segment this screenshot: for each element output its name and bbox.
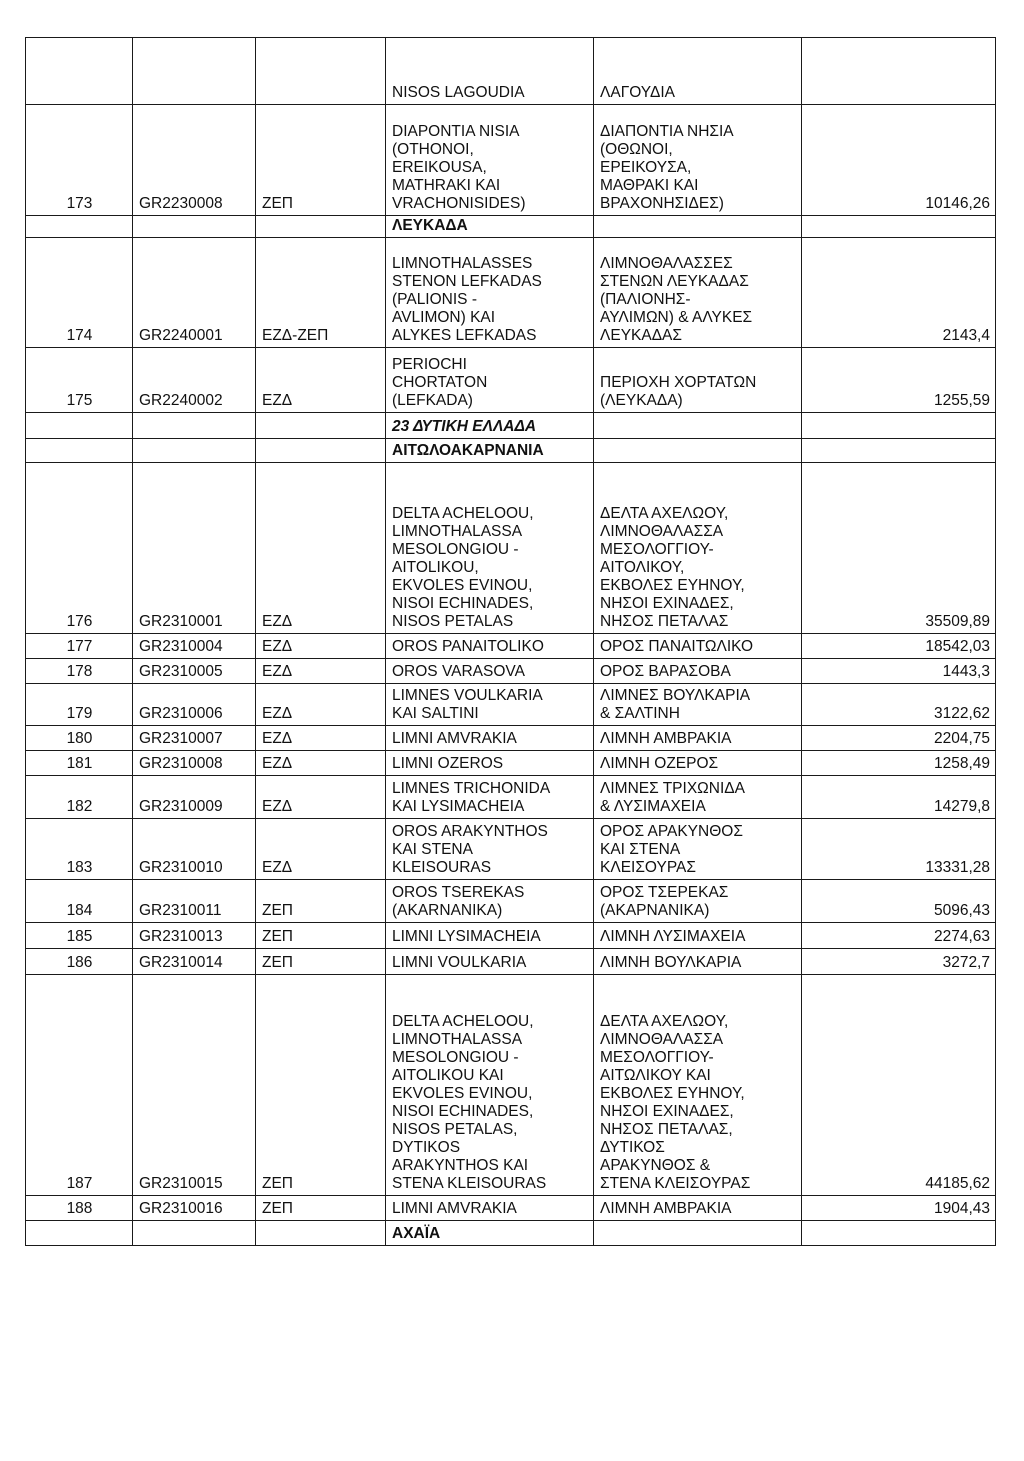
site-area: 1258,49: [802, 751, 996, 776]
site-name-latin: OROS PANAITOLIKO: [386, 634, 594, 659]
site-name-latin: OROS ARAKYNTHOS KAI STENA KLEISOURAS: [386, 819, 594, 880]
site-code: GR2230008: [133, 105, 256, 216]
natura-sites-table: [25, 37, 996, 1246]
site-type: ΖΕΠ: [256, 923, 386, 949]
site-code: GR2310004: [133, 634, 256, 659]
table-row: [26, 819, 996, 880]
row-number: 176: [26, 463, 133, 634]
site-code: [133, 38, 256, 105]
row-number: [26, 413, 133, 439]
site-code: GR2310014: [133, 949, 256, 975]
section-heading-row: [26, 216, 996, 238]
site-code: GR2310015: [133, 975, 256, 1196]
site-name-greek: ΛΙΜΝΗ ΛΥΣΙΜΑΧΕΙΑ: [594, 923, 802, 949]
site-name-latin: DIAPONTIA NISIA (OTHONOI, EREIKOUSA, MATHRAKI KAI VRACHONISIDES): [386, 105, 594, 216]
site-area: [802, 439, 996, 463]
site-area: [802, 38, 996, 105]
site-code: GR2310007: [133, 726, 256, 751]
site-name-greek: ΔΕΛΤΑ ΑΧΕΛΩΟΥ, ΛΙΜΝΟΘΑΛΑΣΣΑ ΜΕΣΟΛΟΓΓΙΟΥ- ΑΙΤΟΛΙΚΟΥ, ΕΚΒΟΛΕΣ ΕΥΗΝΟΥ, ΝΗΣΟΙ ΕΧΙΝΑΔΕΣ, ΝΗΣΟΣ ΠΕΤΑΛΑΣ: [594, 463, 802, 634]
site-area: 3122,62: [802, 684, 996, 726]
site-code: GR2310005: [133, 659, 256, 684]
section-heading-row: [26, 1221, 996, 1246]
site-type: [256, 38, 386, 105]
site-type: [256, 1221, 386, 1246]
table-row: [26, 923, 996, 949]
site-name-latin: LIMNOTHALASSES STENON LEFKADAS (PALIONIS - AVLIMON) KAI ALYKES LEFKADAS: [386, 238, 594, 348]
site-name-greek: ΔΕΛΤΑ ΑΧΕΛΩΟΥ, ΛΙΜΝΟΘΑΛΑΣΣΑ ΜΕΣΟΛΟΓΓΙΟΥ- ΑΙΤΩΛΙΚΟΥ ΚΑΙ ΕΚΒΟΛΕΣ ΕΥΗΝΟΥ, ΝΗΣΟΙ ΕΧΙΝΑΔΕΣ, ΝΗΣΟΣ ΠΕΤΑΛΑΣ, ΔΥΤΙΚΟΣ ΑΡΑΚΥΝΘΟΣ & ΣΤΕΝΑ ΚΛΕΙΣΟΥΡΑΣ: [594, 975, 802, 1196]
site-type: [256, 216, 386, 238]
row-number: 173: [26, 105, 133, 216]
site-name-greek: [594, 439, 802, 463]
site-name-greek: [594, 216, 802, 238]
site-type: ΖΕΠ: [256, 1196, 386, 1221]
site-name-latin: DELTA ACHELOOU, LIMNOTHALASSA MESOLONGIOU - AITOLIKOU, EKVOLES EVINOU, NISOI ECHINADES, NISOS PETALAS: [386, 463, 594, 634]
site-name-greek: ΛΙΜΝΟΘΑΛΑΣΣΕΣ ΣΤΕΝΩΝ ΛΕΥΚΑΔΑΣ (ΠΑΛΙΟΝΗΣ- ΑΥΛΙΜΩΝ) & ΑΛΥΚΕΣ ΛΕΥΚΑΔΑΣ: [594, 238, 802, 348]
row-number: 180: [26, 726, 133, 751]
site-code: GR2310006: [133, 684, 256, 726]
table-row: [26, 776, 996, 819]
site-type: [256, 439, 386, 463]
site-area: 2143,4: [802, 238, 996, 348]
section-heading-row: [26, 439, 996, 463]
site-type: ΕΖΔ: [256, 751, 386, 776]
site-code: GR2310016: [133, 1196, 256, 1221]
row-number: 188: [26, 1196, 133, 1221]
site-area: 1904,43: [802, 1196, 996, 1221]
site-code: [133, 1221, 256, 1246]
site-name-latin: LIMNI VOULKARIA: [386, 949, 594, 975]
site-type: ΕΖΔ: [256, 348, 386, 413]
site-type: ΕΖΔ: [256, 684, 386, 726]
table-row: [26, 949, 996, 975]
site-code: [133, 216, 256, 238]
site-name-greek: ΔΙΑΠΟΝΤΙΑ ΝΗΣΙΑ (ΟΘΩΝΟΙ, ΕΡΕΙΚΟΥΣΑ, ΜΑΘΡΑΚΙ ΚΑΙ ΒΡΑΧΟΝΗΣΙΔΕΣ): [594, 105, 802, 216]
site-name-greek: ΛΙΜΝΗ ΒΟΥΛΚΑΡΙΑ: [594, 949, 802, 975]
row-number: [26, 439, 133, 463]
table-row: [26, 659, 996, 684]
site-name-greek: ΟΡΟΣ ΤΣΕΡΕΚΑΣ (ΑΚΑΡΝΑΝΙΚΑ): [594, 880, 802, 923]
site-area: 2204,75: [802, 726, 996, 751]
site-type: ΖΕΠ: [256, 975, 386, 1196]
site-area: 14279,8: [802, 776, 996, 819]
row-number: 183: [26, 819, 133, 880]
site-type: ΕΖΔ: [256, 726, 386, 751]
row-number: 186: [26, 949, 133, 975]
site-type: ΖΕΠ: [256, 105, 386, 216]
site-area: 5096,43: [802, 880, 996, 923]
site-area: 1255,59: [802, 348, 996, 413]
site-name-greek: ΟΡΟΣ ΒΑΡΑΣΟΒΑ: [594, 659, 802, 684]
row-number: [26, 1221, 133, 1246]
section-heading-row: [26, 38, 996, 105]
row-number: 178: [26, 659, 133, 684]
row-number: 187: [26, 975, 133, 1196]
row-number: 175: [26, 348, 133, 413]
table-row: [26, 238, 996, 348]
site-code: GR2310013: [133, 923, 256, 949]
table-row: [26, 463, 996, 634]
section-heading-row: [26, 413, 996, 439]
site-name-latin: PERIOCHI CHORTATON (LEFKADA): [386, 348, 594, 413]
row-number: 174: [26, 238, 133, 348]
site-name-greek: ΛΑΓΟΥΔΙΑ: [594, 38, 802, 105]
site-code: GR2240002: [133, 348, 256, 413]
table-row: [26, 975, 996, 1196]
section-title: ΑΙΤΩΛΟΑΚΑΡΝΑΝΙΑ: [386, 439, 594, 463]
section-title: NISOS LAGOUDIA: [386, 38, 594, 105]
site-name-latin: LIMNI AMVRAKIA: [386, 1196, 594, 1221]
site-type: ΕΖΔ: [256, 659, 386, 684]
site-code: GR2240001: [133, 238, 256, 348]
site-code: GR2310010: [133, 819, 256, 880]
table-row: [26, 634, 996, 659]
site-area: [802, 413, 996, 439]
row-number: 179: [26, 684, 133, 726]
site-type: ΖΕΠ: [256, 880, 386, 923]
site-name-greek: ΟΡΟΣ ΑΡΑΚΥΝΘΟΣ ΚΑΙ ΣΤΕΝΑ ΚΛΕΙΣΟΥΡΑΣ: [594, 819, 802, 880]
site-name-greek: ΛΙΜΝΗ ΑΜΒΡΑΚΙΑ: [594, 726, 802, 751]
site-name-greek: [594, 1221, 802, 1246]
site-type: ΕΖΔ-ΖΕΠ: [256, 238, 386, 348]
site-area: 18542,03: [802, 634, 996, 659]
site-name-latin: LIMNI AMVRAKIA: [386, 726, 594, 751]
site-code: GR2310011: [133, 880, 256, 923]
site-name-latin: LIMNES TRICHONIDA KAI LYSIMACHEIA: [386, 776, 594, 819]
site-type: ΕΖΔ: [256, 819, 386, 880]
site-area: 10146,26: [802, 105, 996, 216]
section-title: ΑΧΑΪΑ: [386, 1221, 594, 1246]
row-number: 184: [26, 880, 133, 923]
table-row: [26, 726, 996, 751]
table-row: [26, 105, 996, 216]
site-area: [802, 216, 996, 238]
site-code: GR2310008: [133, 751, 256, 776]
site-name-latin: LIMNI OZEROS: [386, 751, 594, 776]
table-row: [26, 751, 996, 776]
section-title: 23 ΔΥΤΙΚΗ ΕΛΛΑΔΑ: [386, 413, 594, 439]
site-area: 35509,89: [802, 463, 996, 634]
site-type: [256, 413, 386, 439]
site-area: 2274,63: [802, 923, 996, 949]
site-name-latin: DELTA ACHELOOU, LIMNOTHALASSA MESOLONGIOU - AITOLIKOU KAI EKVOLES EVINOU, NISOI ECHINADES, NISOS PETALAS, DYTIKOS ARAKYNTHOS KAI STENA KLEISOURAS: [386, 975, 594, 1196]
site-code: GR2310001: [133, 463, 256, 634]
row-number: [26, 38, 133, 105]
site-name-greek: ΠΕΡΙΟΧΗ ΧΟΡΤΑΤΩΝ (ΛΕΥΚΑΔΑ): [594, 348, 802, 413]
row-number: [26, 216, 133, 238]
site-name-latin: OROS VARASOVA: [386, 659, 594, 684]
site-type: ΖΕΠ: [256, 949, 386, 975]
site-name-latin: OROS TSEREKAS (AKARNANIKA): [386, 880, 594, 923]
site-name-greek: ΟΡΟΣ ΠΑΝΑΙΤΩΛΙΚΟ: [594, 634, 802, 659]
row-number: 185: [26, 923, 133, 949]
site-type: ΕΖΔ: [256, 776, 386, 819]
table-row: [26, 684, 996, 726]
site-name-greek: ΛΙΜΝΗ ΟΖΕΡΟΣ: [594, 751, 802, 776]
site-area: 44185,62: [802, 975, 996, 1196]
row-number: 181: [26, 751, 133, 776]
table-row: [26, 348, 996, 413]
row-number: 182: [26, 776, 133, 819]
site-name-greek: ΛΙΜΝΗ ΑΜΒΡΑΚΙΑ: [594, 1196, 802, 1221]
site-code: [133, 439, 256, 463]
site-area: 13331,28: [802, 819, 996, 880]
table-row: [26, 880, 996, 923]
site-type: ΕΖΔ: [256, 463, 386, 634]
site-name-latin: LIMNI LYSIMACHEIA: [386, 923, 594, 949]
site-type: ΕΖΔ: [256, 634, 386, 659]
site-name-greek: ΛΙΜΝΕΣ ΤΡΙΧΩΝΙΔΑ & ΛΥΣΙΜΑΧΕΙΑ: [594, 776, 802, 819]
site-name-greek: [594, 413, 802, 439]
site-area: 1443,3: [802, 659, 996, 684]
site-area: 3272,7: [802, 949, 996, 975]
site-name-latin: LIMNES VOULKARIA KAI SALTINI: [386, 684, 594, 726]
site-code: [133, 413, 256, 439]
table-body: [26, 38, 996, 1246]
site-name-greek: ΛΙΜΝΕΣ ΒΟΥΛΚΑΡΙΑ & ΣΑΛΤΙΝΗ: [594, 684, 802, 726]
row-number: 177: [26, 634, 133, 659]
site-code: GR2310009: [133, 776, 256, 819]
table-row: [26, 1196, 996, 1221]
site-area: [802, 1221, 996, 1246]
section-title: ΛΕΥΚΑΔΑ: [386, 216, 594, 238]
